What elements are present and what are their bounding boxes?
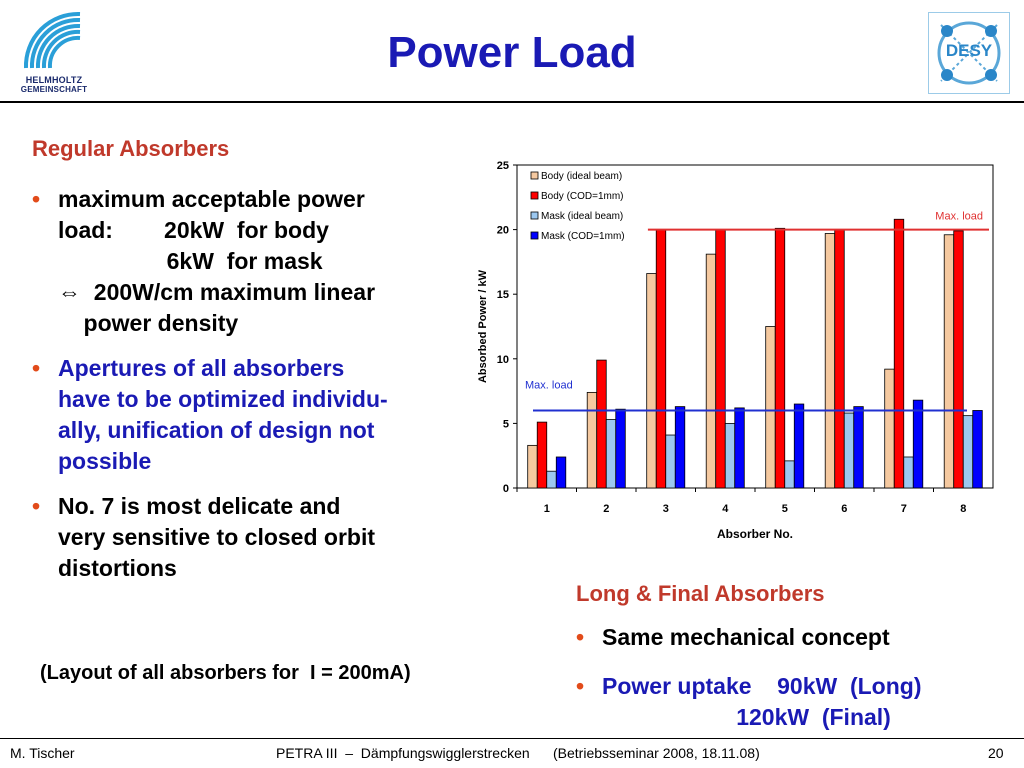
bar <box>716 230 726 488</box>
bar <box>528 445 538 488</box>
left-bullet-list <box>30 184 460 584</box>
bullet-line: • Power uptake 90kW (Long) <box>602 673 922 699</box>
bar <box>894 219 904 488</box>
y-tick-label: 25 <box>496 160 509 172</box>
bullet-line: • No. 7 is most delicate and <box>58 493 341 519</box>
legend-label: Body (ideal beam) <box>541 171 623 182</box>
legend-swatch <box>531 172 538 179</box>
bar <box>913 400 923 488</box>
bullet-line: power density <box>58 310 239 336</box>
bar <box>775 228 785 488</box>
bullet-line: distortions <box>58 555 177 581</box>
bar <box>904 457 914 488</box>
footer-center: PETRA III – Dämpfungswigglerstrecken (Betriebsseminar 2008, 18.11.08) <box>276 745 760 761</box>
x-axis-label: Absorber No. <box>716 527 794 541</box>
right-bullet-list <box>574 622 1014 733</box>
bar <box>547 471 557 488</box>
footer-page-number: 20 <box>988 745 1004 761</box>
bar <box>835 230 845 488</box>
regular-absorbers-heading: Regular Absorbers <box>32 136 230 161</box>
bar <box>825 233 835 488</box>
bullet-line: possible <box>58 448 152 474</box>
x-tick-label: 7 <box>900 503 907 515</box>
bullet-line: • Same mechanical concept <box>602 624 890 650</box>
bar <box>556 457 566 488</box>
bar <box>587 392 597 488</box>
legend-swatch <box>531 232 538 239</box>
bar <box>666 435 676 488</box>
bullet-line: • Apertures of all absorbers <box>58 355 345 381</box>
y-tick-label: 15 <box>496 289 509 302</box>
desy-label: DESY <box>945 41 993 60</box>
legend-swatch <box>531 192 538 199</box>
footer-divider <box>0 738 1024 739</box>
bar <box>537 422 547 488</box>
bar <box>647 274 657 488</box>
x-tick-label: 4 <box>722 503 729 515</box>
y-axis-label: Absorbed Power / kW <box>477 269 489 384</box>
header-divider <box>0 101 1024 103</box>
bullet-power-uptake <box>574 671 1014 733</box>
helmholtz-line2: GEMEINSCHAFT <box>20 85 88 94</box>
bar <box>766 327 776 489</box>
x-tick-label: 6 <box>841 503 848 515</box>
bar <box>706 254 716 488</box>
bullet-same-concept <box>574 622 1014 653</box>
x-tick-label: 5 <box>781 503 788 515</box>
x-tick-label: 3 <box>662 503 669 515</box>
bar <box>606 420 616 488</box>
x-tick-label: 1 <box>543 503 550 515</box>
bar <box>656 230 666 488</box>
bullet-no7 <box>30 491 460 584</box>
y-tick-label: 5 <box>502 418 509 431</box>
bar <box>785 461 795 488</box>
bar <box>794 404 804 488</box>
x-tick-label: 8 <box>960 503 967 515</box>
legend-label: Body (COD=1mm) <box>541 191 624 202</box>
bar <box>954 231 964 488</box>
bar <box>675 407 685 488</box>
legend-label: Mask (COD=1mm) <box>541 231 625 242</box>
max-load-label-mask: Max. load <box>525 379 573 392</box>
bullet-line: • maximum acceptable power <box>58 186 365 212</box>
max-load-label-body: Max. load <box>935 210 983 223</box>
bullet-line: very sensitive to closed orbit <box>58 524 376 550</box>
absorbed-power-chart <box>460 150 1000 550</box>
bullet-line: load: 20kW for body <box>58 217 329 243</box>
long-final-absorbers-heading: Long & Final Absorbers <box>576 581 825 606</box>
bullet-power-load <box>30 184 460 339</box>
bar <box>735 408 745 488</box>
bullet-line: have to be optimized individu- <box>58 386 388 412</box>
y-tick-label: 10 <box>496 353 509 366</box>
y-tick-label: 0 <box>502 483 509 495</box>
bar <box>885 369 895 488</box>
bullet-line: 6kW for mask <box>58 248 323 274</box>
bar <box>963 416 973 488</box>
bullet-line: ⇔ 200W/cm maximum linear <box>58 279 376 305</box>
slide-title: Power Load <box>387 28 637 77</box>
bar <box>944 235 954 488</box>
desy-logo <box>928 12 1010 94</box>
bullet-line: 120kW (Final) <box>602 704 891 730</box>
x-tick-label: 2 <box>603 503 610 515</box>
layout-note: (Layout of all absorbers for I = 200mA) <box>40 662 411 684</box>
bar <box>597 360 607 488</box>
legend-swatch <box>531 212 538 219</box>
bar <box>725 423 735 488</box>
bar <box>844 413 854 488</box>
bar <box>616 409 626 488</box>
legend-label: Mask (ideal beam) <box>541 211 624 222</box>
bar <box>854 407 864 488</box>
bar <box>973 410 983 488</box>
bullet-line: ally, unification of design not <box>58 417 375 443</box>
y-tick-label: 20 <box>496 224 509 237</box>
footer-author: M. Tischer <box>10 745 75 761</box>
bullet-apertures <box>30 353 460 477</box>
helmholtz-line1: HELMHOLTZ <box>25 75 83 85</box>
